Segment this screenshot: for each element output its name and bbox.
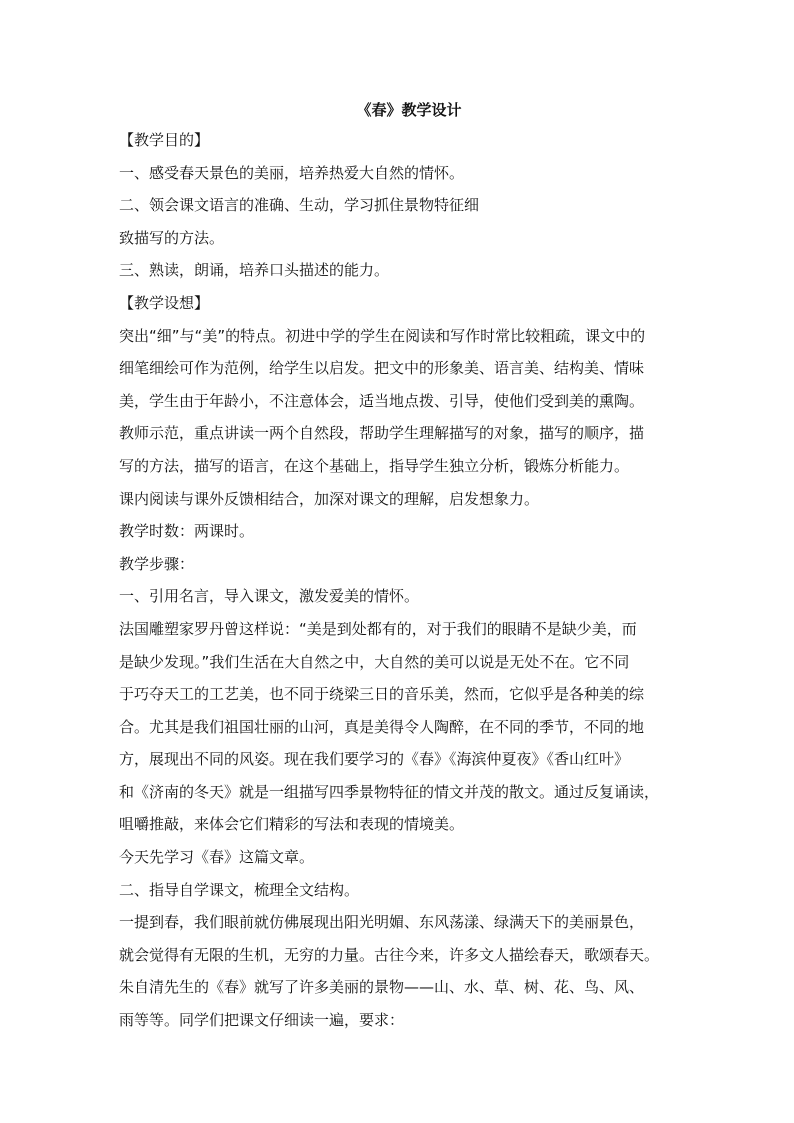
text-line: 二、领会课文语言的准确、生动，学习抓住景物特征细 (119, 196, 480, 215)
text-line: 细笔细绘可作为范例，给学生以启发。把文中的形象美、语言美、结构美、情味 (119, 359, 645, 378)
section-heading: 【教学设想】 (119, 293, 210, 312)
text-line: 课内阅读与课外反馈相结合，加深对课文的理解，启发想象力。 (119, 489, 540, 508)
text-line: 朱自清先生的《春》就写了许多美丽的景物——山、水、草、树、花、鸟、风、 (119, 978, 645, 997)
text-line: 是缺少发现。”我们生活在大自然之中，大自然的美可以说是无处不在。它不同 (119, 652, 630, 671)
section-teaching-goals (119, 124, 679, 287)
section-teaching-design (119, 287, 679, 580)
text-line: 于巧夺天工的工艺美，也不同于绕梁三日的音乐美，然而，它似乎是各种美的综 (119, 685, 645, 704)
text-line: 咀嚼推敲，来体会它们精彩的写法和表现的情境美。 (119, 815, 465, 834)
text-line: 教学时数：两课时。 (119, 522, 255, 541)
text-line: 突出“细”与“美”的特点。初进中学的学生在阅读和写作时常比较粗疏，课文中的 (119, 326, 646, 345)
text-line: 一、感受春天景色的美丽，培养热爱大自然的情怀。 (119, 163, 465, 182)
section-step-two (119, 874, 679, 1037)
text-line: 就会觉得有无限的生机，无穷的力量。古往今来，许多文人描绘春天，歌颂春天。 (119, 945, 660, 964)
text-line: 一提到春，我们眼前就仿佛展现出阳光明媚、东风荡漾、绿满天下的美丽景色， (119, 913, 645, 932)
text-line: 三、熟读，朗诵，培养口头描述的能力。 (119, 261, 390, 280)
section-heading: 【教学目的】 (119, 131, 210, 149)
section-step-one (119, 580, 679, 873)
text-line: 雨等等。同学们把课文仔细读一遍，要求： (119, 1011, 405, 1030)
document-page (119, 96, 679, 1037)
text-line: 和《济南的冬天》就是一组描写四季景物特征的情文并茂的散文。通过反复诵读， (119, 782, 660, 801)
text-line: 合。尤其是我们祖国壮丽的山河，真是美得令人陶醉，在不同的季节，不同的地 (119, 717, 645, 736)
text-line: 教师示范，重点讲读一两个自然段，帮助学生理解描写的对象，描写的顺序，描 (119, 424, 645, 443)
text-line: 今天先学习《春》这篇文章。 (119, 848, 315, 867)
step-heading: 二、指导自学课文，梳理全文结构。 (119, 880, 360, 899)
text-line: 教学步骤： (119, 554, 195, 573)
text-line: 美，学生由于年龄小，不注意体会，适当地点拨、引导，使他们受到美的熏陶。 (119, 391, 645, 410)
document-title: 《春》教学设计 (356, 101, 462, 119)
text-line: 法国雕塑家罗丹曾这样说：“美是到处都有的，对于我们的眼睛不是缺少美，而 (119, 619, 637, 638)
text-line: 方，展现出不同的风姿。现在我们要学习的《春》《海滨仲夏夜》《香山红叶》 (119, 750, 630, 769)
text-line: 致描写的方法。 (119, 228, 225, 247)
step-heading: 一、引用名言，导入课文，激发爱美的情怀。 (119, 587, 420, 606)
text-line: 写的方法，描写的语言，在这个基础上，指导学生独立分析，锻炼分析能力。 (119, 456, 630, 475)
